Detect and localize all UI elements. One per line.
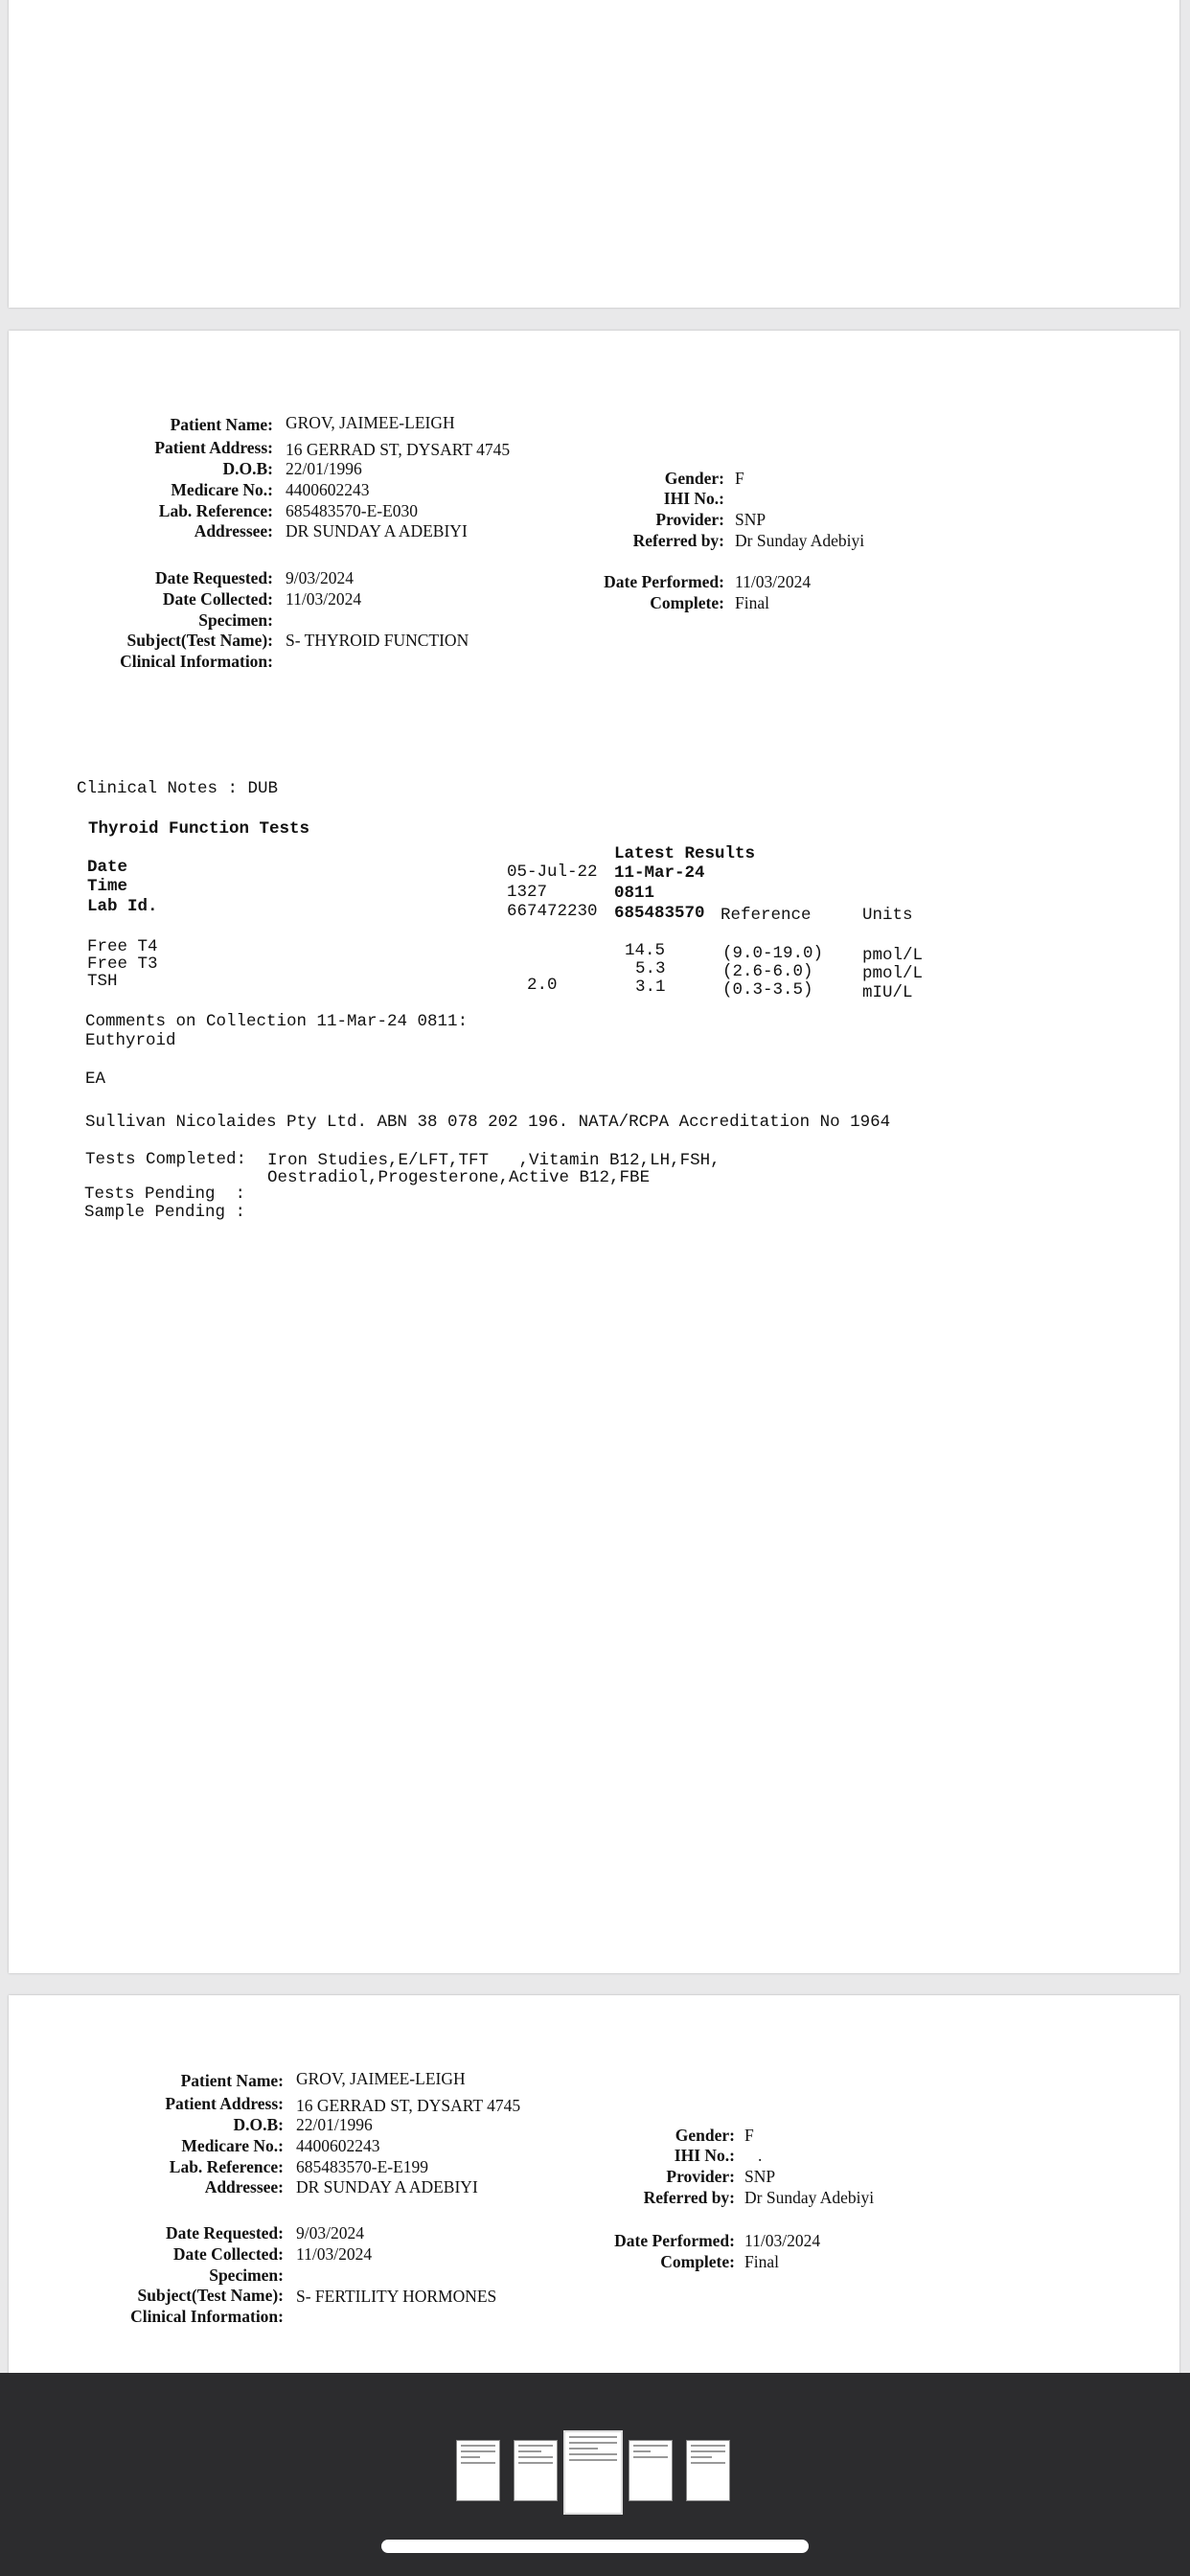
dob-label: D.O.B:: [233, 2115, 284, 2134]
provider: SNP: [735, 510, 767, 529]
comment-value: Euthyroid: [85, 1031, 176, 1050]
patient-address-label: Patient Address:: [154, 438, 273, 457]
lab-reference-label: Lab. Reference:: [169, 2157, 284, 2176]
latest-value: 5.3: [635, 959, 666, 978]
date-collected: 11/03/2024: [286, 589, 362, 609]
patient-address: 16 GERRAD ST, DYSART 4745: [296, 2096, 521, 2115]
units: pmol/L: [862, 946, 924, 965]
prev-time: 1327: [507, 883, 548, 902]
date-requested-label: Date Requested:: [166, 2223, 284, 2242]
document-page-previous: [9, 0, 1179, 308]
date-requested-label: Date Requested:: [155, 568, 273, 587]
specimen-label: Specimen:: [198, 610, 273, 630]
referred-by: Dr Sunday Adebiyi: [744, 2188, 875, 2207]
date-collected-label: Date Collected:: [162, 589, 273, 609]
lab-reference: 685483570-E-E030: [286, 501, 419, 520]
date-requested: 9/03/2024: [286, 568, 354, 587]
addressee: DR SUNDAY A ADEBIYI: [286, 521, 468, 540]
reference-range: (0.3-3.5): [722, 980, 813, 1000]
referred-by: Dr Sunday Adebiyi: [735, 531, 865, 550]
complete-label: Complete:: [650, 593, 724, 612]
gender: F: [735, 469, 744, 488]
reference-header: Reference: [721, 906, 812, 925]
test-name: TSH: [87, 972, 118, 991]
medicare-number: 4400602243: [286, 480, 370, 499]
test-name: Free T3: [87, 954, 158, 974]
date-requested: 9/03/2024: [296, 2223, 364, 2242]
latest-value: 3.1: [635, 978, 666, 997]
date-performed-label: Date Performed:: [604, 572, 724, 591]
lab-reference-label: Lab. Reference:: [158, 501, 273, 520]
lab-accreditation-line: Sullivan Nicolaides Pty Ltd. ABN 38 078 202 196. NATA/RCPA Accreditation No 1964: [85, 1113, 891, 1132]
patient-address: 16 GERRAD ST, DYSART 4745: [286, 440, 511, 459]
subject-label: Subject(Test Name):: [137, 2286, 284, 2305]
date-performed: 11/03/2024: [735, 572, 812, 591]
units-header: Units: [862, 906, 913, 925]
thumbnail-strip: [0, 2430, 1190, 2507]
patient-name: GROV, JAIMEE-LEIGH: [296, 2069, 466, 2088]
latest-results-label: Latest Results: [614, 844, 756, 863]
referred-by-label: Referred by:: [632, 531, 724, 550]
comments-line: Comments on Collection 11-Mar-24 0811:: [85, 1012, 469, 1031]
prev-lab-id: 667472230: [507, 902, 598, 921]
gender-label: Gender:: [664, 469, 724, 488]
date-row-label: Date: [87, 858, 128, 877]
lab-id-row-label: Lab Id.: [87, 897, 158, 916]
ihi-label: IHI No.:: [663, 489, 724, 508]
clinical-info-label: Clinical Information:: [120, 652, 273, 671]
tests-completed-line1: Iron Studies,E/LFT,TFT ,Vitamin B12,LH,FSH,: [267, 1151, 721, 1170]
gender: F: [744, 2126, 754, 2145]
medicare-number: 4400602243: [296, 2136, 380, 2155]
reference-range: (9.0-19.0): [722, 944, 824, 963]
provider-label: Provider:: [666, 2167, 735, 2186]
initials: EA: [85, 1070, 106, 1089]
page-thumbnail-2[interactable]: [514, 2440, 558, 2501]
date-collected: 11/03/2024: [296, 2244, 373, 2264]
report-header: [9, 331, 1179, 695]
addressee-label: Addressee:: [204, 2177, 284, 2196]
referred-by-label: Referred by:: [643, 2188, 735, 2207]
specimen-label: Specimen:: [209, 2266, 284, 2285]
subject: S- FERTILITY HORMONES: [296, 2287, 497, 2306]
document-page-fertility: [9, 1995, 1179, 2379]
section-title: Thyroid Function Tests: [88, 819, 310, 839]
home-indicator[interactable]: [381, 2540, 809, 2553]
gender-label: Gender:: [675, 2126, 735, 2145]
subject: S- THYROID FUNCTION: [286, 631, 469, 650]
clinical-notes: Clinical Notes : DUB: [77, 779, 279, 798]
patient-name: GROV, JAIMEE-LEIGH: [286, 413, 455, 432]
addressee-label: Addressee:: [194, 521, 273, 540]
complete-label: Complete:: [660, 2252, 735, 2271]
latest-lab-id: 685483570: [614, 904, 705, 923]
prev-value: 2.0: [527, 976, 558, 995]
latest-date: 11-Mar-24: [614, 863, 705, 883]
page-thumbnail-5[interactable]: [686, 2440, 730, 2501]
units: mIU/L: [862, 983, 913, 1002]
tests-completed-line2: Oestradiol,Progesterone,Active B12,FBE: [267, 1168, 651, 1187]
date-performed: 11/03/2024: [744, 2231, 821, 2250]
complete-status: Final: [735, 593, 769, 612]
tests-completed-label: Tests Completed:: [85, 1150, 247, 1169]
page-thumbnail-1[interactable]: [456, 2440, 500, 2501]
test-name: Free T4: [87, 937, 158, 956]
time-row-label: Time: [87, 877, 128, 896]
patient-name-label: Patient Name:: [180, 2071, 284, 2090]
addressee: DR SUNDAY A ADEBIYI: [296, 2177, 478, 2196]
dob: 22/01/1996: [296, 2115, 373, 2134]
latest-value: 14.5: [625, 941, 666, 960]
page-thumbnail-3-selected[interactable]: [563, 2430, 623, 2515]
clinical-info-label: Clinical Information:: [130, 2307, 284, 2326]
date-performed-label: Date Performed:: [614, 2231, 735, 2250]
document-page-thyroid: [9, 331, 1179, 1973]
report-header: [9, 1995, 1179, 2379]
medicare-label: Medicare No.:: [171, 480, 273, 499]
ihi-label: IHI No.:: [674, 2146, 735, 2165]
latest-time: 0811: [614, 884, 655, 903]
dob-label: D.O.B:: [222, 459, 273, 478]
tests-pending: Tests Pending :: [84, 1184, 246, 1204]
sample-pending: Sample Pending :: [84, 1203, 246, 1222]
medicare-label: Medicare No.:: [181, 2136, 284, 2155]
prev-date: 05-Jul-22: [507, 862, 598, 882]
dob: 22/01/1996: [286, 459, 362, 478]
lab-reference: 685483570-E-E199: [296, 2157, 429, 2176]
complete-status: Final: [744, 2252, 779, 2271]
page-thumbnail-4[interactable]: [629, 2440, 673, 2501]
units: pmol/L: [862, 964, 924, 983]
reference-range: (2.6-6.0): [722, 962, 813, 981]
date-collected-label: Date Collected:: [172, 2244, 284, 2264]
provider: SNP: [744, 2167, 776, 2186]
ihi-number: .: [758, 2146, 763, 2165]
patient-name-label: Patient Name:: [170, 415, 273, 434]
subject-label: Subject(Test Name):: [126, 631, 273, 650]
provider-label: Provider:: [655, 510, 724, 529]
patient-address-label: Patient Address:: [165, 2094, 284, 2113]
